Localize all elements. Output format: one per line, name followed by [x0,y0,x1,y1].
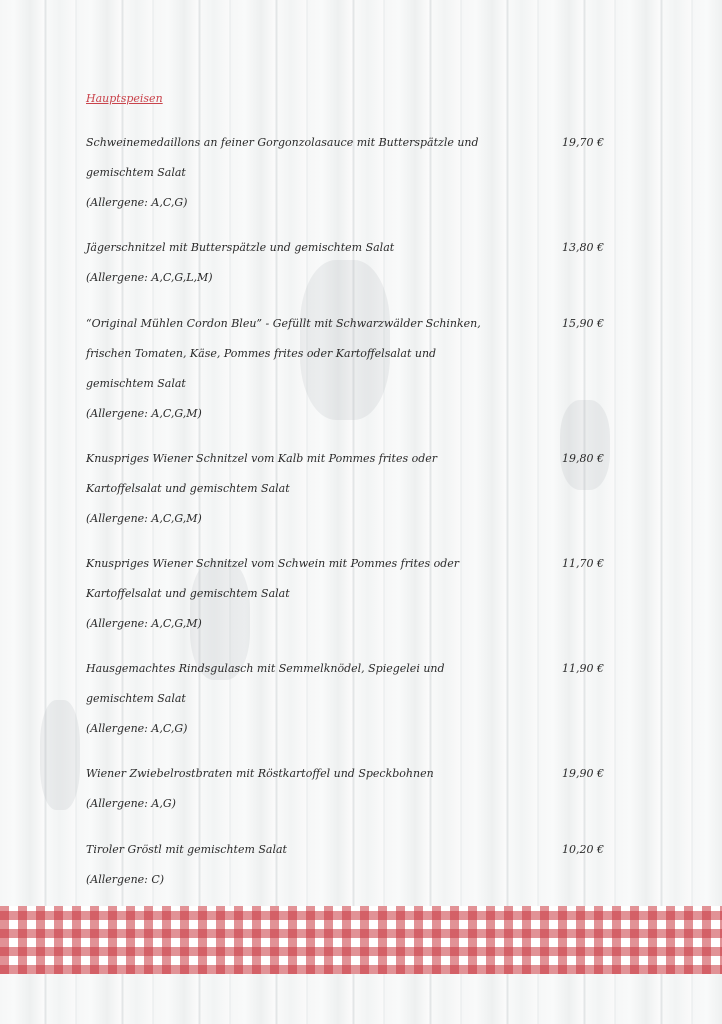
dish-description: Tiroler Gröstl mit gemischtem Salat [86,843,287,856]
gingham-border [0,906,722,974]
dish-description: gemischtem Salat [86,377,186,390]
dish-description: gemischtem Salat [86,692,186,705]
dish-price: 19,80 € [562,452,604,465]
dish-description: Schweinemedaillons an feiner Gorgonzolasauce mit Butterspätzle und [86,136,479,149]
dish-price: 10,20 € [562,843,604,856]
dish-price: 13,80 € [562,241,604,254]
menu-item [86,128,608,218]
dish-description: Hausgemachtes Rindsgulasch mit Semmelknödel, Spiegelei und [86,662,445,675]
allergen-info: (Allergene: A,C,G,M) [86,617,202,630]
dish-description: Knuspriges Wiener Schnitzel vom Schwein mit Pommes frites oder [86,557,460,570]
dish-description: Knuspriges Wiener Schnitzel vom Kalb mit Pommes frites oder [86,452,438,465]
allergen-info: (Allergene: A,C,G) [86,196,188,209]
dish-price: 11,70 € [562,557,604,570]
dish-price: 19,70 € [562,136,604,149]
menu-item [86,835,608,895]
allergen-info: (Allergene: A,C,G) [86,722,188,735]
menu-item [86,309,608,429]
allergen-info: (Allergene: C) [86,873,165,886]
dish-description: gemischtem Salat [86,166,186,179]
menu-page [86,0,608,900]
menu-item [86,444,608,534]
menu-item [86,233,608,293]
dish-description: Wiener Zwiebelrostbraten mit Röstkartoffel und Speckbohnen [86,767,434,780]
allergen-info: (Allergene: A,C,G,M) [86,407,202,420]
menu-item [86,759,608,819]
allergen-info: (Allergene: A,G) [86,797,176,810]
dish-description: frischen Tomaten, Käse, Pommes frites oder Kartoffelsalat und [86,347,437,360]
allergen-info: (Allergene: A,C,G,M) [86,512,202,525]
wood-texture [40,700,80,810]
dish-price: 15,90 € [562,317,604,330]
dish-price: 19,90 € [562,767,604,780]
allergen-info: (Allergene: A,C,G,L,M) [86,271,213,284]
dish-description: “Original Mühlen Cordon Bleu” - Gefüllt mit Schwarzwälder Schinken, [86,317,481,330]
menu-item [86,654,608,744]
dish-description: Jägerschnitzel mit Butterspätzle und gemischtem Salat [86,241,395,254]
dish-price: 11,90 € [562,662,604,675]
dish-description: Kartoffelsalat und gemischtem Salat [86,587,290,600]
menu-item [86,549,608,639]
section-heading: Hauptspeisen [86,92,163,105]
dish-description: Kartoffelsalat und gemischtem Salat [86,482,290,495]
